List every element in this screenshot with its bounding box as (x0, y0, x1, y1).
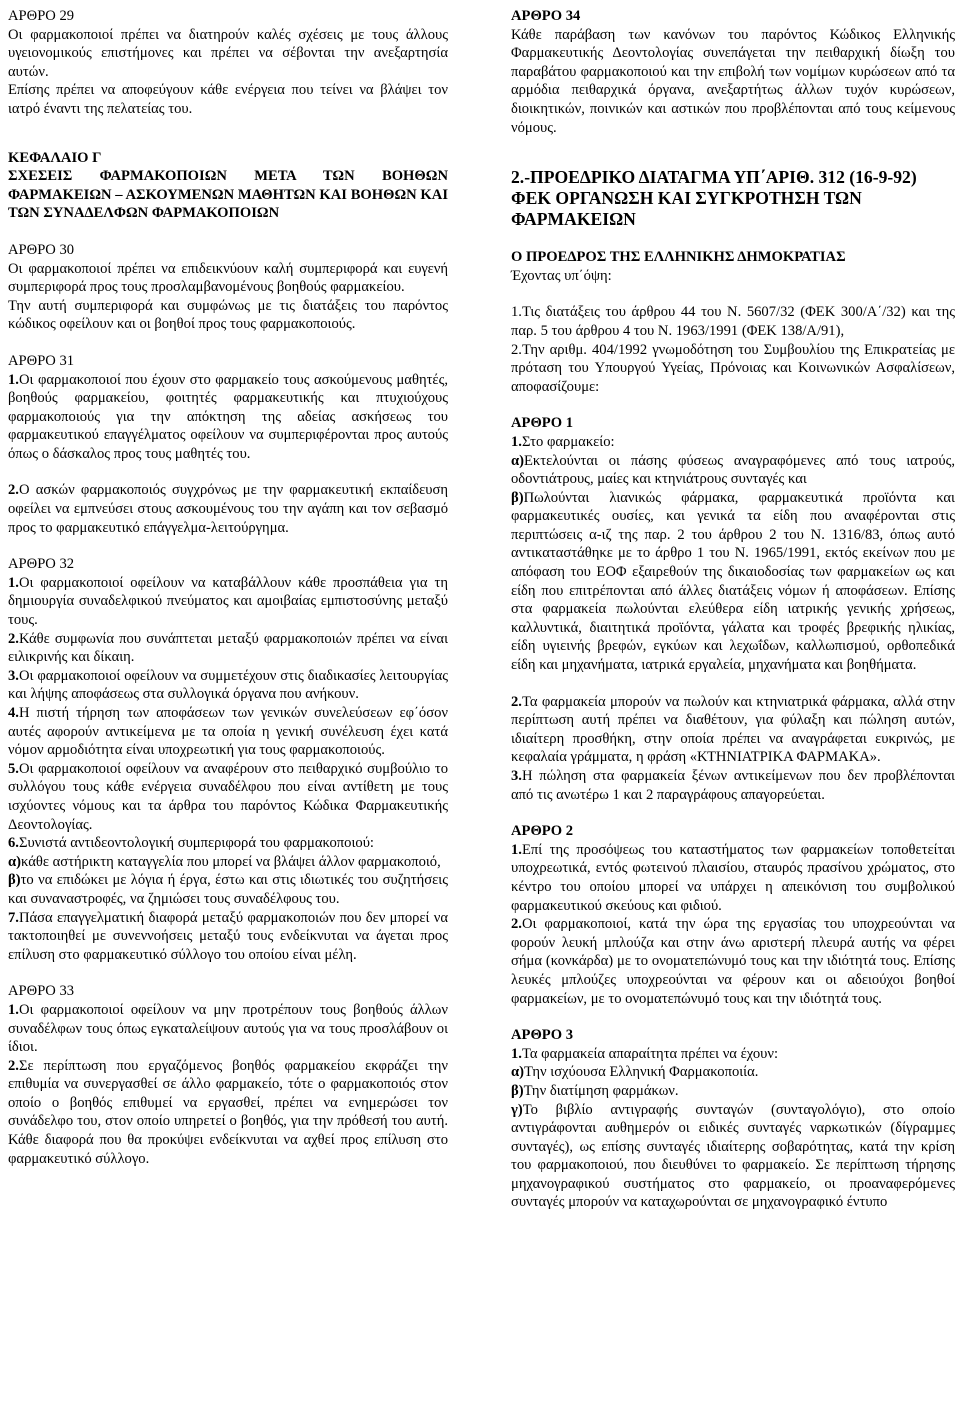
article-paragraph (511, 915, 955, 1008)
decree-consideration: 2.Την αριθμ. 404/1992 γνωμοδότηση του Συμβουλίου της Επικρατείας με πρόταση του Υπουργού Υγείας, Πρόνοιας και Κοινωνικών Ασφαλίσεων, αποφασίζουμε: (511, 341, 955, 395)
article-paragraph (511, 841, 955, 915)
article-paragraph (8, 1001, 448, 1057)
item-text: Πωλούνται λιανικώς φάρμακα, φαρμακευτικά προϊόντα και φαρμακευτικές ουσίες, και γενικά τα είδη που αναφέρονται στις περιπτώσεις α-ιζ της παρ. 2 του άρθρου 2 του Ν. 1316/83, όπως αυτό αντικαταστάθηκε με το άρθρο 1 του Ν. 1965/1991, εκτός εκείνων που με απόφαση του ΕΟΦ εξαιρεθούν της δικαιοδοσίας των φαρμακείων ως και είδη που επιτρέπονται από άλλες διατάξεις νόμων ή αποφάσεων. Επίσης στα φαρμακεία πωλούνται ελεύθερα είδη ιατρικής γενικής χρήσεως, καλλυντικά, διαιτητικά προϊόντα, γάλατα και τροφές βρεφικής ηλικίας, είδη υγιεινής βρεφών, εγκύων και λεχωΐδων, καλλωπισμού, ορθοπεδικά είδη και μηχανήματα, ιατρικά εργαλεία, μηχανήματα και βοηθήματα. (511, 489, 955, 674)
article-paragraph (511, 1045, 955, 1064)
article-heading: ΑΡΘΡΟ 33 (8, 983, 75, 1000)
item-text: Οι φαρμακοποιοί οφείλουν να καταβάλλουν κάθε προσπάθεια για τη δημιουργία συναδελφικού πνεύματος και αμοιβαίας εμπιστοσύνης μεταξύ τους. (8, 574, 448, 629)
chapter-heading (8, 149, 448, 223)
item-text: Οι φαρμακοποιοί, κατά την ώρα της εργασίας του υποχρεούνται να φορούν λευκή μπλούζα και στην άνω αριστερή πλευρά αυτής να φέρει σήμα (κονκάρδα) με το ονοματεπώνυμό τους και την ιδιότητά τους. Επίσης λευκές μπλούζες υποχρεούνται να φέρουν και οι αδειούχοι βοηθοί φαρμακείων, με το ονοματεπώνυμό τους και την ιδιότητά τους. (511, 916, 955, 1007)
item-number: 2. (511, 693, 522, 710)
article-heading: ΑΡΘΡΟ 1 (511, 415, 574, 432)
item-number: 1. (511, 433, 522, 450)
item-number: 6. (8, 835, 19, 852)
article-paragraph (8, 574, 448, 630)
item-letter: γ) (511, 1101, 523, 1118)
item-letter: α) (511, 452, 525, 469)
item-text: Ο ασκών φαρμακοποιός συγχρόνως με την φαρμακευτική εκπαίδευση οφείλει να εμπνεύσει στους ασκουμένους του την αγάπη και τον σεβασμό προς το φαρμακευτικό επάγγελμα-λειτούργημα. (8, 482, 448, 536)
article-34 (511, 7, 955, 137)
chapter-title: ΚΕΦΑΛΑΙΟ Γ (8, 149, 102, 166)
item-letter: β) (8, 872, 21, 889)
item-number: 4. (8, 705, 19, 721)
article-paragraph (511, 767, 955, 804)
chapter-subtitle: ΣΧΕΣΕΙΣ ΦΑΡΜΑΚΟΠΟΙΩΝ ΜΕΤΑ ΤΩΝ ΒΟΗΘΩΝ ΦΑΡΜΑΚΕΙΩΝ – ΑΣΚΟΥΜΕΝΩΝ ΜΑΘΗΤΩΝ ΚΑΙ ΒΟΗΘΩΝ ΚΑΙ ΤΩΝ ΣΥΝΑΔΕΛΦΩΝ ΦΑΡΜΑΚΟΠΟΙΩΝ (8, 168, 448, 222)
article-heading: ΑΡΘΡΟ 34 (511, 8, 581, 24)
article-33 (8, 982, 448, 1168)
article-paragraph (8, 834, 448, 853)
item-number: 2. (511, 916, 522, 933)
article-heading: ΑΡΘΡΟ 31 (8, 352, 75, 369)
right-column (511, 7, 955, 1212)
article-paragraph: Κάθε παράβαση των κανόνων του παρόντος Κώδικος Ελληνικής Φαρμακευτικής Δεοντολογίας συνεπάγεται την πειθαρχική δίωξη του παραβάτου φαρμακοποιού και την επιβολή των νομίμων κυρώσεων από τα αρμόδια πειθαρχικά όργανα, ανεξαρτήτως άλλων τυχόν κυρώσεων, διοικητικών, ποινικών και αστικών που προβλέπονται από τους κείμενους νόμους. (511, 26, 955, 136)
item-number: 1. (8, 1001, 19, 1018)
item-text: Η πιστή τήρηση των αποφάσεων των γενικών συνελεύσεων εφ΄όσον αυτές αφορούν αντικείμενα με τα οποία η γενική συνέλευση έχει κατά νόμον αρμοδιότητα είναι υποχρεωτική για τους φαρμακοποιούς. (8, 705, 448, 759)
article-paragraph: Την αυτή συμπεριφορά και συμφώνως με τις διατάξεις του παρόντος κώδικος οφείλουν και οι βοηθοί προς τους φαρμακοποιούς. (8, 297, 448, 333)
item-text: Τα φαρμακεία απαραίτητα πρέπει να έχουν: (521, 1045, 779, 1062)
left-column (8, 7, 448, 1168)
item-text: Οι φαρμακοποιοί που έχουν στο φαρμακείο τους ασκούμενους μαθητές, βοηθούς φαρμακείου, φοιτητές φαρμακευτικής και πτυχιούχους φαρμακοποιούς για την απόκτηση της αδείας ασκήσεως του φαρμακευτικού επαγγέλματος οφείλουν να συμπεριφέρονται προς αυτούς όπως ο δάσκαλος προς τους μαθητές του. (8, 371, 448, 462)
article-paragraph: Οι φαρμακοποιοί πρέπει να διατηρούν καλές σχέσεις με τους άλλους υγειονομικούς επιστήμονες και πρέπει να σέβονται την ανεξαρτησία αυτών. (8, 26, 448, 80)
item-text: Συνιστά αντιδεοντολογική συμπεριφορά του φαρμακοποιού: (18, 835, 374, 852)
article-31 (8, 352, 448, 537)
article-heading: ΑΡΘΡΟ 29 (8, 8, 75, 24)
item-text: Την διατίμηση φαρμάκων. (523, 1082, 679, 1099)
article-paragraph (511, 433, 955, 452)
item-number: 2. (8, 1057, 19, 1074)
item-number: 5. (8, 760, 19, 777)
article-paragraph: Επίσης πρέπει να αποφεύγουν κάθε ενέργεια που τείνει να βλάψει τον ιατρό έναντι της πελατείας του. (8, 82, 448, 117)
item-number: 3. (511, 768, 522, 784)
article-paragraph: Οι φαρμακοποιοί πρέπει να επιδεικνύουν καλή συμπεριφορά και ευγενή συμπεριφορά προς τους προσλαμβανομένους βοηθούς φαρμακείου. (8, 260, 448, 296)
article-paragraph (511, 1063, 955, 1082)
item-text: Εκτελούνται οι πάσης φύσεως αναγραφόμενες από τους ιατρούς, οδοντιάτρους, μαίες και κτηνιάτρους συνταγές και (511, 452, 955, 488)
article-paragraph (8, 909, 448, 965)
item-number: 1. (511, 1045, 522, 1062)
article-paragraph (511, 1082, 955, 1101)
item-text: Σε περίπτωση που εργαζόμενος βοηθός φαρμακείου εκφράζει την επιθυμία να συνεργασθεί σε άλλο φαρμακείο, τότε ο φαρμακοποιός στον οποίο ο βοηθός επιθυμεί να εργασθεί, πρέπει να ενημερώσει τον συνάδελφο του, στον οποίο υπηρετεί ο βοηθός, για την πρόθεσή του αυτή. Κάθε διαφορά που θα προκύψει ενδείκνυται να αχθεί προς επίλυση στο φαρμακευτικό σύλλογο. (8, 1057, 448, 1167)
item-letter: β) (511, 489, 524, 506)
article-32 (8, 555, 448, 964)
item-text: Στο φαρμακείο: (521, 433, 615, 450)
article-paragraph (511, 1101, 955, 1213)
article-paragraph (8, 481, 448, 537)
item-text: Την ισχύουσα Ελληνική Φαρμακοποιία. (524, 1064, 759, 1081)
item-text: Οι φαρμακοποιοί οφείλουν να αναφέρουν στο πειθαρχικό συμβούλιο το συλλόγου τους κάθε ενέργεια συναδέλφου που είναι αντίθετη με τους ισχύοντες νόμους και τα άρθρα του παρόντος Κώδικα Φαρμακευτικής Δεοντολογίας. (8, 760, 448, 833)
decree-title: 2.-ΠΡΟΕΔΡΙΚΟ ΔΙΑΤΑΓΜΑ ΥΠ΄ΑΡΙΘ. 312 (16-9-92) ΦΕΚ ΟΡΓΑΝΩΣΗ ΚΑΙ ΣΥΓΚΡΟΤΗΣΗ ΤΩΝ ΦΑΡΜΑΚΕΙΩΝ (511, 167, 917, 230)
item-text: Επί της προσόψεως του καταστήματος των φαρμακείων τοποθετείται υποχρεωτικά, εντός φωτεινού πλαισίου, σταυρός πρασίνου χρώματος, στο κέντρο του οποίου μπορεί να υπάρχει η απεικόνιση του συμβολικού φαρμακευτικού σκεύους και φιδιού. (511, 841, 955, 914)
item-text: κάθε αστήρικτη καταγγελία που μπορεί να βλάψει άλλον φαρμακοποιό, (21, 853, 441, 870)
article-heading: ΑΡΘΡΟ 32 (8, 556, 75, 573)
item-number: 3. (8, 667, 19, 684)
article-1 (511, 414, 955, 804)
article-paragraph (8, 871, 448, 908)
decree-having: Έχοντας υπ΄όψη: (511, 267, 612, 284)
item-letter: α) (511, 1064, 525, 1081)
decree-president: Ο ΠΡΟΕΔΡΟΣ ΤΗΣ ΕΛΛΗΝΙΚΗΣ ΔΗΜΟΚΡΑΤΙΑΣ (511, 249, 846, 266)
item-letter: α) (8, 853, 22, 870)
item-number: 2. (8, 630, 19, 647)
item-letter: β) (511, 1082, 524, 1099)
item-text: Το βιβλίο αντιγραφής συνταγών (συνταγολόγιο), στο οποίο αντιγράφονται αυθημερόν οι ειδικές συνταγές ναρκωτικών (δίγραμμες συνταγές), ως επίσης συνταγές ιδιαίτερης σοβαρότητας, κατά την κρίση του φαρμακοποιού, που διευθύνει το φαρμακείο. Σε περίπτωση τήρησης μηχανογραφικού συστήματος στο φαρμακείο, οι προαναφερόμενες συνταγές μπορούν να καταχωρούνται σε μηχανογραφικό έντυπο (511, 1101, 955, 1211)
decree-consideration: 1.Τις διατάξεις του άρθρου 44 του Ν. 5607/32 (ΦΕΚ 300/Α΄/32) και της παρ. 5 του άρθρου 4 του Ν. 1963/1991 (ΦΕΚ 138/Α/91), (511, 304, 955, 339)
article-paragraph (511, 452, 955, 489)
item-number: 2. (8, 482, 19, 499)
item-text: Κάθε συμφωνία που συνάπτεται μεταξύ φαρμακοποιών πρέπει να είναι ειλικρινής και δίκαιη. (8, 630, 448, 666)
article-paragraph (8, 630, 448, 667)
item-text: Τα φαρμακεία μπορούν να πωλούν και κτηνιατρικά φάρμακα, αλλά στην περίπτωση αυτή πρέπει να διαθέτουν, για φύλαξη και πώληση αυτών, ιδιαίτερη προσθήκη, στην οποία πρέπει να αναγράφεται ευκρινώς, με κεφαλαία γράμματα, η φράση «ΚΤΗΝΙΑΤΡΙΚΑ ΦΑΡΜΑΚΑ». (511, 693, 955, 766)
item-number: 7. (8, 909, 19, 926)
article-paragraph (8, 371, 448, 464)
item-text: Οι φαρμακοποιοί οφείλουν να συμμετέχουν στις διαδικασίες λειτουργίας και λήψης αποφάσεως στα συλλογικά όργανα που ανήκουν. (8, 667, 448, 703)
article-3 (511, 1026, 955, 1212)
article-29 (8, 7, 448, 119)
article-paragraph (511, 489, 955, 675)
article-paragraph (8, 1057, 448, 1169)
item-number: 1. (8, 574, 19, 591)
article-2 (511, 822, 955, 1008)
article-paragraph (511, 693, 955, 767)
item-number: 1. (511, 841, 522, 858)
decree-section (511, 167, 955, 396)
item-number: 1. (8, 371, 19, 388)
article-heading: ΑΡΘΡΟ 3 (511, 1027, 574, 1044)
item-text: Πάσα επαγγελματική διαφορά μεταξύ φαρμακοποιών που δεν μπορεί να τακτοποιηθεί με συνεννοήσεις μεταξύ τους ενδείκνυται να άγεται προς επίλυση στο φαρμακευτικό σύλλογο του οποίου είναι μέλη. (8, 909, 448, 963)
article-heading: ΑΡΘΡΟ 30 (8, 241, 75, 258)
article-paragraph (8, 704, 448, 760)
item-text: το να επιδώκει με λόγια ή έργα, έστω και στις ιδιωτικές του συζητήσεις και συναναστροφές, να ζημιώσει τους συναδέλφους του. (8, 872, 448, 907)
item-text: Η πώληση στα φαρμακεία ξένων αντικείμενων που δεν προβλέπονται από τις ανωτέρω 1 και 2 παραγράφους απαγορεύεται. (511, 768, 955, 803)
article-paragraph (8, 760, 448, 834)
article-paragraph (8, 667, 448, 704)
article-heading: ΑΡΘΡΟ 2 (511, 823, 574, 840)
article-30 (8, 241, 448, 334)
item-text: Οι φαρμακοποιοί οφείλουν να μην προτρέπουν τους βοηθούς άλλων συναδέλφων τους όπως εγκαταλείψουν αυτούς για να τους προσλάβουν οι ίδιοι. (8, 1001, 448, 1056)
article-paragraph (8, 853, 448, 872)
